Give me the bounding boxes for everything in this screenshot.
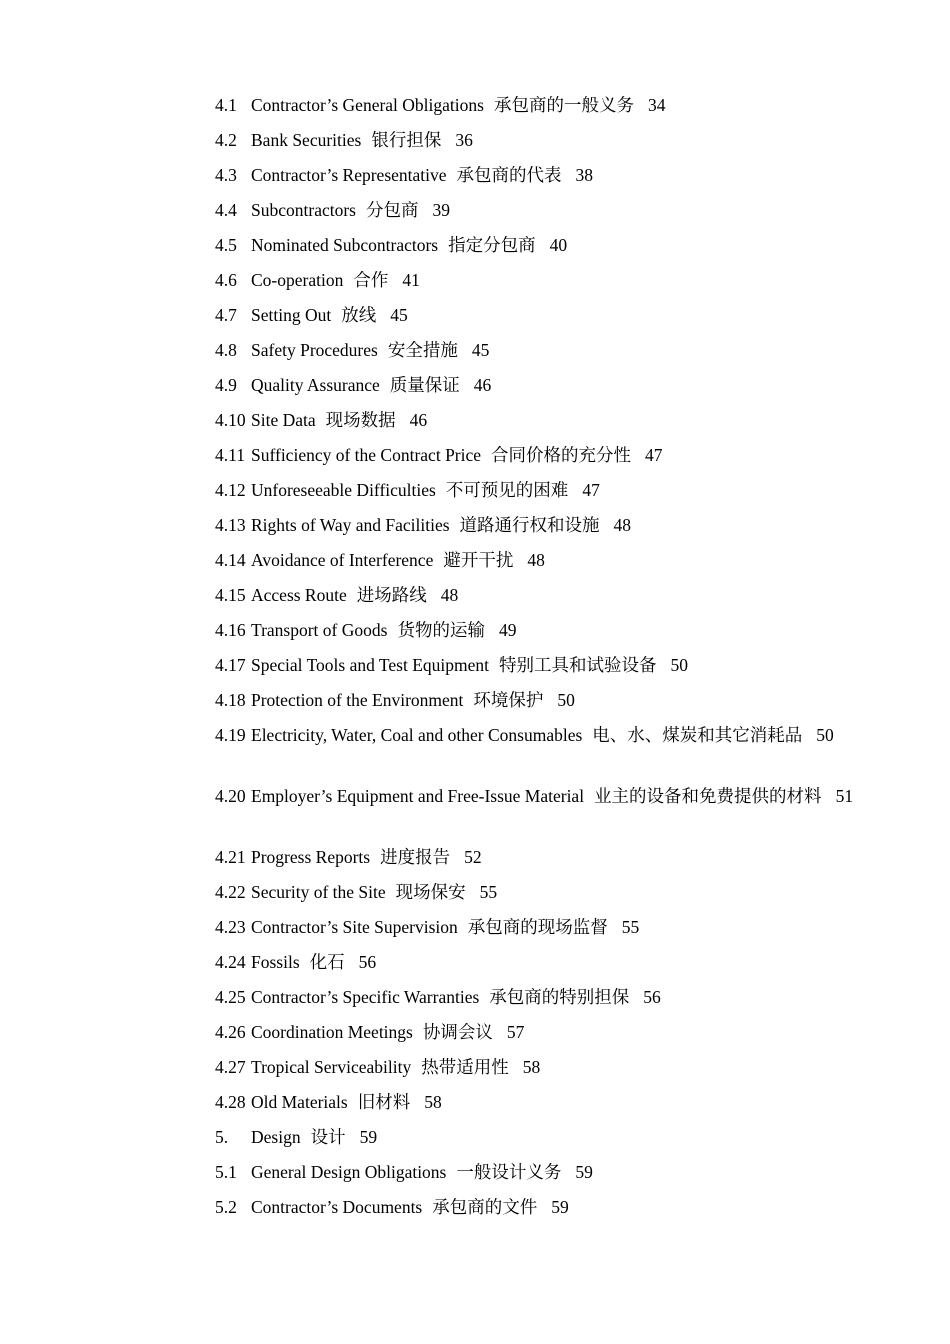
toc-entry <box>215 233 865 258</box>
toc-entry-body <box>215 198 865 223</box>
toc-entry-chinese-title: 合作 <box>353 270 389 290</box>
toc-entry-english-title: Protection of the Environment <box>251 690 464 710</box>
toc-entry-english-title: Setting Out <box>251 305 332 325</box>
toc-entry-number: 4.21 <box>215 847 246 867</box>
toc-entry-english-title: Sufficiency of the Contract Price <box>251 445 482 465</box>
toc-entry-english-title: Tropical Serviceability <box>251 1057 412 1077</box>
toc-entry-page-number: 56 <box>643 987 661 1007</box>
toc-entry-body <box>215 1125 865 1150</box>
toc-entry-english-title: Employer’s Equipment and Free-Issue Material <box>251 786 585 806</box>
toc-entry-number: 4.23 <box>215 917 246 937</box>
toc-entry-english-title: Rights of Way and Facilities <box>251 515 450 535</box>
toc-entry <box>215 618 865 643</box>
toc-entry <box>215 338 865 363</box>
toc-entry <box>215 1160 865 1185</box>
toc-entry-chinese-title: 不可预见的困难 <box>445 480 569 500</box>
toc-entry-english-title: Progress Reports <box>251 847 371 867</box>
toc-entry-number: 4.14 <box>215 550 246 570</box>
toc-entry <box>215 548 865 573</box>
toc-entry-page-number: 50 <box>670 655 688 675</box>
toc-entry-body <box>215 548 865 573</box>
toc-entry-chinese-title: 分包商 <box>365 200 419 220</box>
toc-entry-number: 4.1 <box>215 95 237 115</box>
toc-entry-body <box>215 268 865 293</box>
toc-entry-body <box>215 373 865 398</box>
toc-entry-chinese-title: 承包商的一般义务 <box>493 95 634 115</box>
toc-entry <box>215 1055 865 1080</box>
toc-entry-page-number: 40 <box>549 235 568 255</box>
toc-entry-number: 4.10 <box>215 410 246 430</box>
toc-entry-page-number: 52 <box>464 847 482 867</box>
toc-entry-number: 4.16 <box>215 620 246 640</box>
toc-entry-english-title: Contractor’s Site Supervision <box>251 917 458 937</box>
toc-entry-english-title: Security of the Site <box>251 882 386 902</box>
toc-entry-page-number: 34 <box>647 95 666 115</box>
toc-entry-page-number: 57 <box>506 1022 525 1042</box>
toc-entry-chinese-title: 现场保安 <box>395 882 466 902</box>
toc-entry-page-number: 59 <box>575 1162 593 1182</box>
toc-entry-english-title: Safety Procedures <box>251 340 378 360</box>
toc-entry-page-number: 56 <box>358 952 377 972</box>
toc-entry-chinese-title: 质量保证 <box>389 375 460 395</box>
toc-entry <box>215 443 865 468</box>
toc-entry-number: 4.28 <box>215 1092 246 1112</box>
toc-entry-body <box>215 478 865 503</box>
toc-entry-number: 4.5 <box>215 235 237 255</box>
toc-entry-chinese-title: 电、水、煤炭和其它消耗品 <box>592 725 803 745</box>
toc-entry-chinese-title: 化石 <box>309 952 345 972</box>
toc-entry-body <box>215 128 865 153</box>
toc-entry-page-number: 45 <box>390 305 408 325</box>
toc-entry-number: 4.4 <box>215 200 237 220</box>
toc-entry-english-title: Special Tools and Test Equipment <box>251 655 489 675</box>
toc-entry-page-number: 48 <box>613 515 632 535</box>
toc-entry-page-number: 47 <box>582 480 600 500</box>
toc-entry-english-title: Contractor’s Documents <box>251 1197 423 1217</box>
toc-entry-page-number: 46 <box>473 375 492 395</box>
toc-entry-number: 4.2 <box>215 130 237 150</box>
toc-entry <box>215 915 865 940</box>
toc-entry-chinese-title: 指定分包商 <box>448 235 536 255</box>
toc-entry <box>215 880 865 905</box>
toc-entry-english-title: Unforeseeable Difficulties <box>251 480 436 500</box>
toc-entry-body <box>215 1195 865 1220</box>
toc-entry-number: 4.13 <box>215 515 246 535</box>
toc-entry-english-title: Old Materials <box>251 1092 348 1112</box>
toc-entry-number: 4.17 <box>215 655 246 675</box>
toc-entry-english-title: Co-operation <box>251 270 344 290</box>
toc-entry <box>215 303 865 328</box>
toc-entry <box>215 723 865 748</box>
toc-entry-number: 4.12 <box>215 480 246 500</box>
toc-entry-page-number: 49 <box>498 620 517 640</box>
toc-entry-number: 4.7 <box>215 305 237 325</box>
toc-entry-english-title: Contractor’s Specific Warranties <box>251 987 480 1007</box>
toc-entry-page-number: 45 <box>471 340 490 360</box>
toc-entry-chinese-title: 旧材料 <box>357 1092 411 1112</box>
toc-entry-number: 4.26 <box>215 1022 246 1042</box>
toc-entry-english-title: Contractor’s General Obligations <box>251 95 484 115</box>
toc-entry-number: 4.27 <box>215 1057 246 1077</box>
toc-entry-body <box>215 163 865 188</box>
toc-entry-number: 4.3 <box>215 165 237 185</box>
toc-entry-chinese-title: 进场路线 <box>356 585 427 605</box>
toc-entry-chinese-title: 避开干扰 <box>443 550 514 570</box>
toc-entry-chinese-title: 承包商的文件 <box>432 1197 538 1217</box>
toc-entry-english-title: Fossils <box>251 952 300 972</box>
toc-entry-number: 5.2 <box>215 1197 237 1217</box>
toc-entry <box>215 845 865 870</box>
toc-entry-body <box>215 93 865 118</box>
toc-entry-body <box>215 583 865 608</box>
toc-entry-chinese-title: 业主的设备和免费提供的材料 <box>594 786 822 806</box>
toc-entry-chinese-title: 热带适用性 <box>421 1057 509 1077</box>
toc-entry <box>215 1090 865 1115</box>
toc-entry-body <box>215 915 865 940</box>
toc-entry-body <box>215 338 865 363</box>
toc-entry-body <box>215 880 865 905</box>
toc-entry <box>215 583 865 608</box>
toc-entry-english-title: Site Data <box>251 410 316 430</box>
toc-entry-page-number: 55 <box>479 882 498 902</box>
toc-entry-page-number: 51 <box>835 786 854 806</box>
toc-entry-body <box>215 443 865 468</box>
toc-entry-english-title: Contractor’s Representative <box>251 165 447 185</box>
toc-entry-english-title: Access Route <box>251 585 347 605</box>
toc-entry-body <box>215 408 865 433</box>
toc-entry-chinese-title: 道路通行权和设施 <box>459 515 600 535</box>
toc-entry-english-title: Avoidance of Interference <box>251 550 434 570</box>
toc-entry-page-number: 38 <box>575 165 594 185</box>
toc-entry-body <box>215 233 865 258</box>
toc-entry-chinese-title: 特别工具和试验设备 <box>499 655 657 675</box>
toc-entry-chinese-title: 进度报告 <box>380 847 451 867</box>
toc-entry-body <box>215 618 865 643</box>
toc-entry <box>215 985 865 1010</box>
toc-entry-chinese-title: 协调会议 <box>422 1022 493 1042</box>
toc-entry-english-title: Transport of Goods <box>251 620 388 640</box>
toc-entry-chinese-title: 银行担保 <box>371 130 442 150</box>
toc-entry-chinese-title: 货物的运输 <box>397 620 485 640</box>
toc-entry-body <box>215 1090 865 1115</box>
toc-entry <box>215 163 865 188</box>
toc-entry-chinese-title: 放线 <box>341 305 377 325</box>
toc-entry-body <box>215 513 865 538</box>
toc-entry <box>215 1125 865 1150</box>
toc-entry-page-number: 46 <box>409 410 428 430</box>
toc-entry-number: 5.1 <box>215 1162 237 1182</box>
toc-entry <box>215 128 865 153</box>
toc-entry-body <box>215 653 865 678</box>
toc-entry-number: 4.11 <box>215 445 245 465</box>
toc-entry-page-number: 58 <box>424 1092 442 1112</box>
toc-entry-english-title: Subcontractors <box>251 200 356 220</box>
toc-entry <box>215 198 865 223</box>
toc-entry-chinese-title: 设计 <box>310 1127 346 1147</box>
toc-entry-page-number: 55 <box>621 917 640 937</box>
toc-entry-body <box>215 688 865 713</box>
toc-entry-english-title: Design <box>251 1127 301 1147</box>
toc-entry-number: 4.18 <box>215 690 246 710</box>
toc-entry-english-title: Electricity, Water, Coal and other Consumables <box>251 725 583 745</box>
toc-entry-page-number: 41 <box>402 270 420 290</box>
toc-entry-page-number: 58 <box>522 1057 541 1077</box>
toc-entry-body <box>215 723 865 748</box>
toc-entry <box>215 1195 865 1220</box>
toc-entry-number: 4.22 <box>215 882 246 902</box>
toc-entry-number: 4.15 <box>215 585 246 605</box>
toc-entry-body <box>215 303 865 328</box>
toc-entry-number: 5. <box>215 1127 229 1147</box>
toc-entry-english-title: Bank Securities <box>251 130 362 150</box>
toc-entry <box>215 373 865 398</box>
toc-entry-chinese-title: 合同价格的充分性 <box>491 445 632 465</box>
toc-entry-body <box>215 985 865 1010</box>
toc-entry-english-title: Quality Assurance <box>251 375 380 395</box>
toc-entry-english-title: Nominated Subcontractors <box>251 235 439 255</box>
toc-entry <box>215 408 865 433</box>
toc-entry-number: 4.24 <box>215 952 246 972</box>
toc-entry-page-number: 48 <box>440 585 459 605</box>
toc-entry-chinese-title: 环境保护 <box>473 690 544 710</box>
toc-entry-chinese-title: 承包商的特别担保 <box>489 987 630 1007</box>
toc-entry-chinese-title: 现场数据 <box>325 410 396 430</box>
toc-entry <box>215 688 865 713</box>
toc-entry <box>215 478 865 503</box>
toc-entry-body <box>215 1055 865 1080</box>
toc-entry-body <box>215 845 865 870</box>
toc-entry-page-number: 48 <box>527 550 545 570</box>
toc-entry-body <box>215 1020 865 1045</box>
toc-entry-body <box>215 1160 865 1185</box>
toc-entry-page-number: 39 <box>432 200 450 220</box>
toc-entry-body <box>215 950 865 975</box>
toc-entry-number: 4.19 <box>215 725 246 745</box>
toc-entry <box>215 950 865 975</box>
toc-entry-page-number: 59 <box>551 1197 569 1217</box>
toc-entry <box>215 268 865 293</box>
toc-entry-english-title: Coordination Meetings <box>251 1022 413 1042</box>
toc-entry <box>215 653 865 678</box>
toc-entry-number: 4.20 <box>215 786 246 806</box>
toc-entry-number: 4.25 <box>215 987 246 1007</box>
toc-entry <box>215 1020 865 1045</box>
toc-entry-page-number: 59 <box>359 1127 378 1147</box>
toc-entry-number: 4.8 <box>215 340 237 360</box>
toc-entry-page-number: 36 <box>455 130 473 150</box>
toc-entry <box>215 93 865 118</box>
toc-entry-page-number: 50 <box>816 725 834 745</box>
toc-entry-chinese-title: 承包商的代表 <box>456 165 562 185</box>
toc-entry-page-number: 47 <box>645 445 663 465</box>
toc-entry-chinese-title: 承包商的现场监督 <box>467 917 608 937</box>
toc-entry-number: 4.9 <box>215 375 237 395</box>
toc-entry <box>215 513 865 538</box>
toc-entry <box>215 784 865 809</box>
toc-entry-chinese-title: 安全措施 <box>387 340 458 360</box>
toc-entry-number: 4.6 <box>215 270 237 290</box>
toc-entry-chinese-title: 一般设计义务 <box>456 1162 562 1182</box>
toc-entry-page-number: 50 <box>557 690 575 710</box>
toc-entry-body <box>215 784 865 809</box>
toc-entry-english-title: General Design Obligations <box>251 1162 447 1182</box>
